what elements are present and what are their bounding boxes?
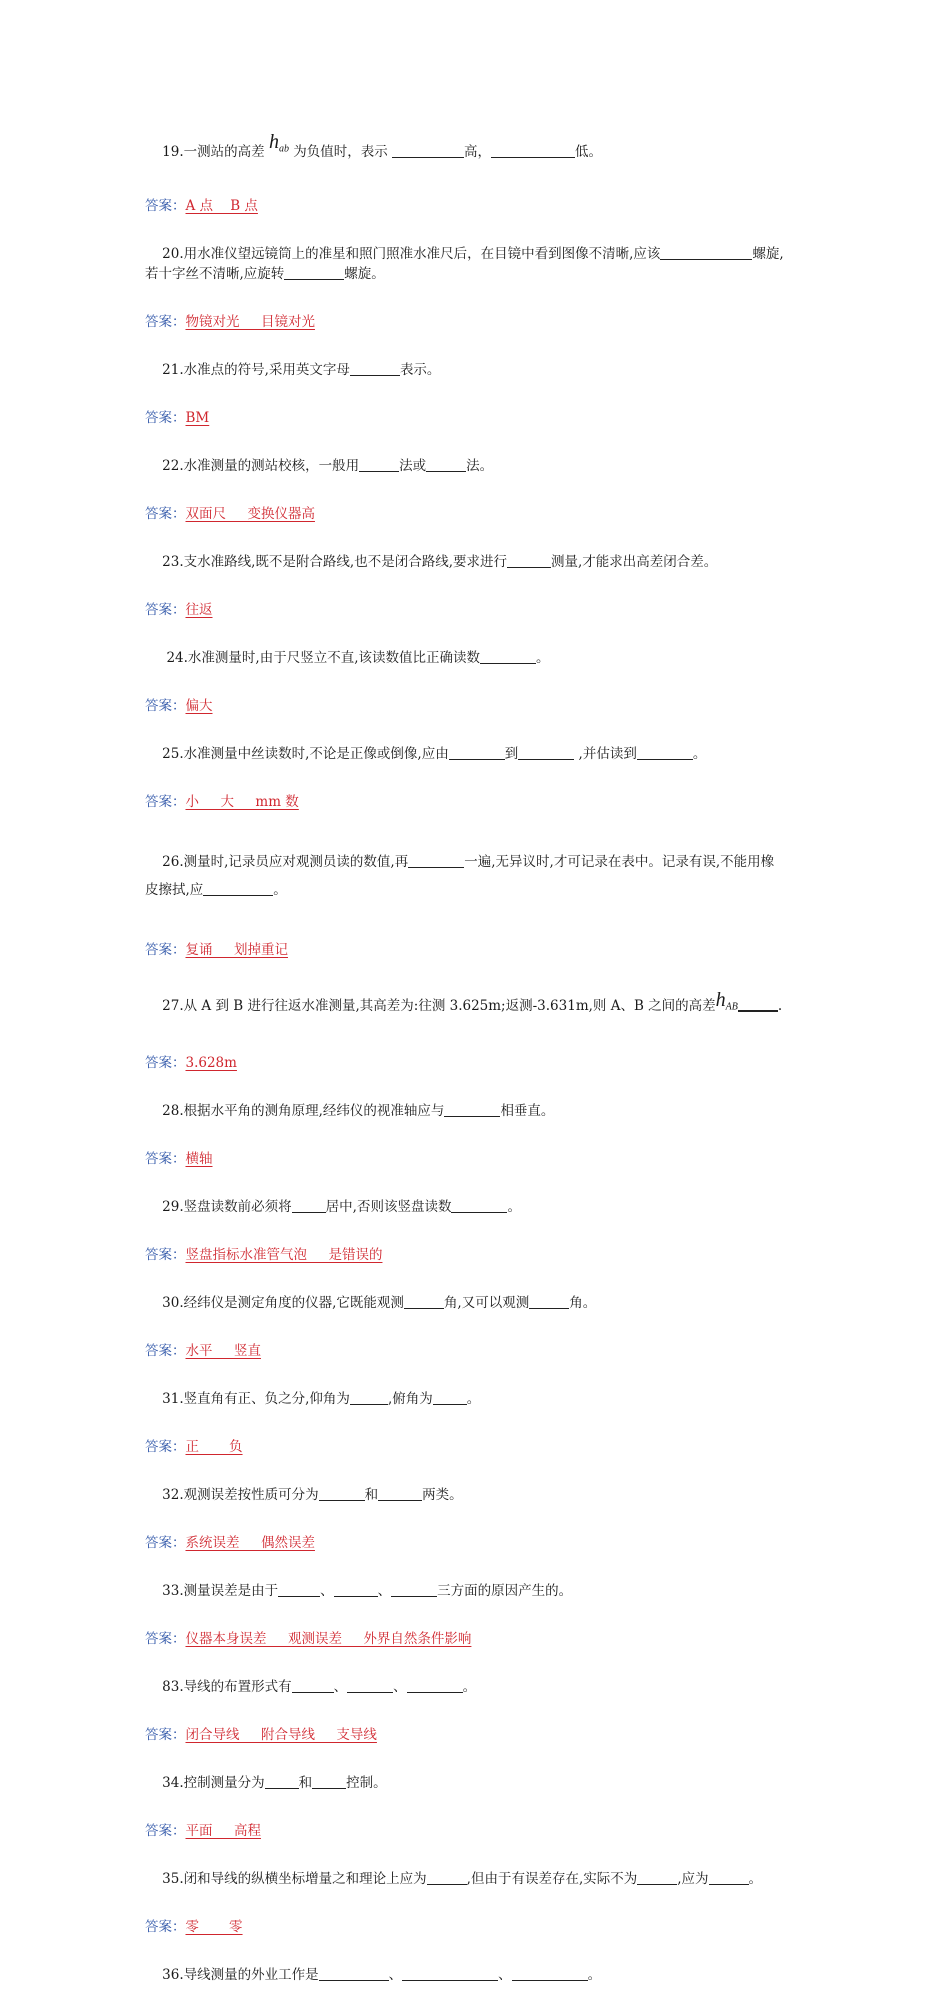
answer-24: 答案：偏大	[145, 697, 213, 714]
question-83: 83.导线的布置形式有 、 、 。	[162, 1679, 477, 1696]
answer-31: 答案：正 负	[145, 1439, 243, 1456]
blank	[491, 143, 575, 158]
question-34: 34.控制测量分为 和 控制。	[162, 1775, 387, 1792]
question-35: 35.闭和导线的纵横坐标增量之和理论上应为 ,但由于有误差存在,实际不为 ,应为 。	[162, 1871, 763, 1888]
answer-26: 答案：复诵 划掉重记	[145, 941, 288, 958]
answer-30: 答案：水平 竖直	[145, 1343, 261, 1360]
question-21: 21.水准点的符号,采用英文字母 表示。	[162, 361, 441, 378]
answer-28: 答案：横轴	[145, 1151, 213, 1168]
answer-25: 答案：小 大 mm 数	[145, 793, 299, 810]
answer-32: 答案：系统误差 偶然误差	[145, 1535, 315, 1552]
question-20: 20.用水准仪望远镜筒上的准星和照门照准水准尺后，在目镜中看到图像不清晰,应该 螺旋, 若十字丝不清晰,应旋转 螺旋。	[145, 245, 784, 282]
question-23: 23.支水准路线,既不是附合路线,也不是闭合路线,要求进行 测量,才能求出高差闭合差。	[162, 553, 718, 570]
answer-21: 答案：BM	[145, 409, 210, 426]
question-32: 32.观测误差按性质可分为 和 两类。	[162, 1487, 463, 1504]
answer-33: 答案：仪器本身误差 观测误差 外界自然条件影响	[145, 1631, 472, 1648]
math-h-ab: $h_{ab}$	[268, 131, 289, 155]
document-page	[145, 118, 815, 2005]
answer-83: 答案：闭合导线 附合导线 支导线	[145, 1727, 377, 1744]
answer-29: 答案：竖盘指标水准管气泡 是错误的	[145, 1247, 383, 1264]
answer-27: 答案：3.628m	[145, 1055, 237, 1072]
question-36: 36.导线测量的外业工作是 、 、 。	[162, 1967, 602, 1984]
question-29: 29.竖盘读数前必须将 居中,否则该竖盘读数 。	[162, 1199, 521, 1216]
answer-22: 答案：双面尺 变换仪器高	[145, 505, 315, 522]
answer-19: 答案：A 点 B 点	[145, 197, 258, 214]
answer-35: 答案：零 零	[145, 1919, 243, 1936]
answer-23: 答案：往返	[145, 601, 213, 618]
question-31: 31.竖直角有正、负之分,仰角为 ,俯角为 。	[162, 1391, 481, 1408]
question-30: 30.经纬仪是测定角度的仪器,它既能观测 角,又可以观测 角。	[162, 1295, 597, 1312]
blank	[392, 143, 464, 158]
answer-20: 答案：物镜对光 目镜对光	[145, 313, 315, 330]
question-28: 28.根据水平角的测角原理,经纬仪的视准轴应与 相垂直。	[162, 1103, 555, 1120]
question-24: 24.水准测量时,由于尺竖立不直,该读数值比正确读数 。	[162, 649, 550, 666]
question-26: 26.测量时,记录员应对观测员读的数值,再 一遍,无异议时,才可记录在表中。记录有误,不能用橡 皮擦拭,应 。	[145, 853, 775, 898]
answer-34: 答案：平面 高程	[145, 1823, 261, 1840]
question-22: 22.水准测量的测站校核，一般用 法或 法。	[162, 457, 494, 474]
question-27: 27.从 A 到 B 进行往返水准测量,其高差为:往测 3.625m;返测-3.631m,则 A、B 之间的高差$h_{AB}$ .	[162, 988, 783, 1014]
question-19: 19.一测站的高差 $h_{ab}$ 为负值时，表示 高， 低。	[162, 131, 603, 160]
math-h-AB: $h_{AB}$	[715, 988, 738, 1013]
question-25: 25.水准测量中丝读数时,不论是正像或倒像,应由 到 ,并估读到 。	[162, 745, 707, 762]
question-33: 33.测量误差是由于 、 、 三方面的原因产生的。	[162, 1583, 573, 1600]
